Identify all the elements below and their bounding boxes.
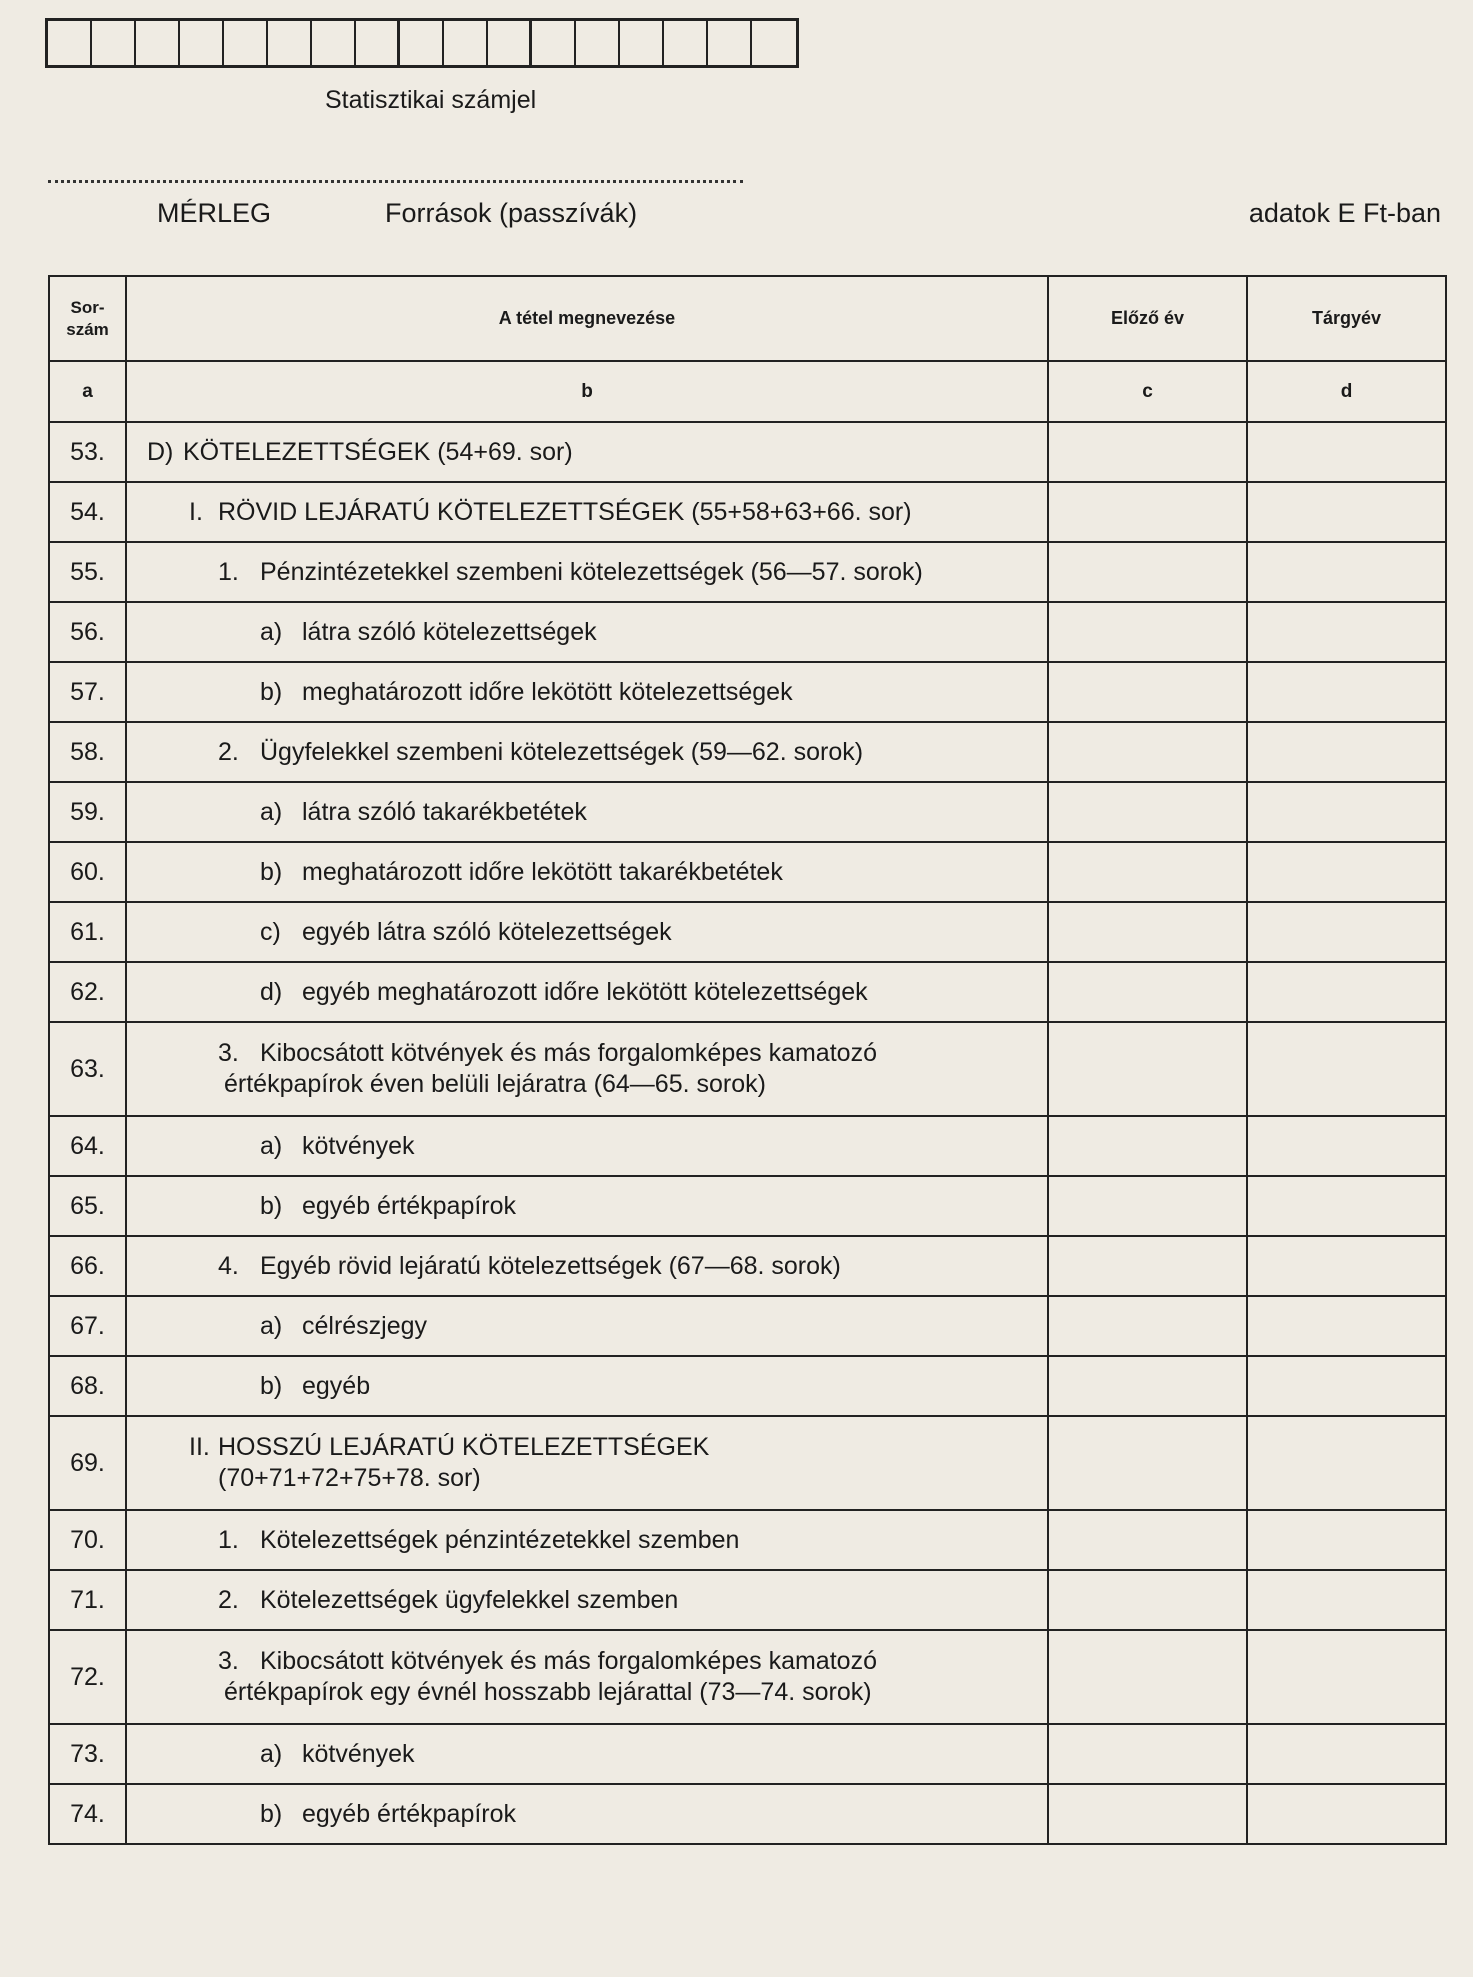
row-text: Kibocsátott kötvények és más forgalomképes kamatozó bbox=[260, 1647, 877, 1675]
row-prefix: a) bbox=[260, 1739, 283, 1768]
row-label-text bbox=[147, 1646, 1047, 1708]
row-label bbox=[126, 1022, 1048, 1116]
row-text: Egyéb rövid lejáratú kötelezettségek (67—68. sorok) bbox=[260, 1251, 841, 1280]
previous-year-value[interactable] bbox=[1048, 1356, 1247, 1416]
row-label bbox=[126, 782, 1048, 842]
current-year-value[interactable] bbox=[1247, 542, 1446, 602]
table-row bbox=[49, 1116, 1446, 1176]
row-label bbox=[126, 902, 1048, 962]
table-row bbox=[49, 722, 1446, 782]
row-label bbox=[126, 662, 1048, 722]
row-text: kötvények bbox=[302, 1739, 415, 1768]
code-box[interactable] bbox=[532, 21, 576, 65]
row-number: 69. bbox=[49, 1416, 126, 1510]
row-text: egyéb értékpapírok bbox=[302, 1191, 517, 1220]
current-year-value[interactable] bbox=[1247, 1570, 1446, 1630]
table-row bbox=[49, 1022, 1446, 1116]
previous-year-value[interactable] bbox=[1048, 1236, 1247, 1296]
row-prefix: 2. bbox=[218, 1585, 239, 1614]
row-label-text bbox=[147, 677, 1047, 708]
row-label bbox=[126, 422, 1048, 482]
row-number: 65. bbox=[49, 1176, 126, 1236]
row-text: látra szóló takarékbetétek bbox=[302, 797, 587, 826]
row-number: 53. bbox=[49, 422, 126, 482]
row-text-continued: értékpapírok éven belüli lejáratra (64—65. sorok) bbox=[224, 1070, 766, 1098]
current-year-value[interactable] bbox=[1247, 482, 1446, 542]
row-label-text bbox=[147, 977, 1047, 1008]
row-text: kötvények bbox=[302, 1131, 415, 1160]
code-box[interactable] bbox=[576, 21, 620, 65]
previous-year-value[interactable] bbox=[1048, 662, 1247, 722]
row-number: 55. bbox=[49, 542, 126, 602]
table-row bbox=[49, 602, 1446, 662]
current-year-value[interactable] bbox=[1247, 1416, 1446, 1510]
row-label-text bbox=[147, 1191, 1047, 1222]
previous-year-value[interactable] bbox=[1048, 902, 1247, 962]
current-year-value[interactable] bbox=[1247, 842, 1446, 902]
row-label bbox=[126, 1784, 1048, 1844]
previous-year-value[interactable] bbox=[1048, 1570, 1247, 1630]
row-label bbox=[126, 1356, 1048, 1416]
row-prefix: D) bbox=[147, 437, 174, 466]
current-year-value[interactable] bbox=[1247, 1630, 1446, 1724]
row-prefix: 1. bbox=[218, 1525, 239, 1554]
row-number: 62. bbox=[49, 962, 126, 1022]
row-label-text bbox=[147, 1131, 1047, 1162]
row-text: RÖVID LEJÁRATÚ KÖTELEZETTSÉGEK (55+58+63+66. sor) bbox=[218, 497, 912, 526]
row-label bbox=[126, 482, 1048, 542]
row-prefix: c) bbox=[260, 917, 281, 946]
previous-year-value[interactable] bbox=[1048, 962, 1247, 1022]
balance-sheet-table bbox=[48, 275, 1447, 1845]
row-prefix: I. bbox=[189, 497, 203, 526]
row-text: Pénzintézetekkel szembeni kötelezettségek (56—57. sorok) bbox=[260, 557, 923, 586]
previous-year-value[interactable] bbox=[1048, 1630, 1247, 1724]
code-box[interactable] bbox=[312, 21, 356, 65]
current-year-value[interactable] bbox=[1247, 962, 1446, 1022]
row-text: Kötelezettségek pénzintézetekkel szemben bbox=[260, 1525, 740, 1554]
previous-year-value[interactable] bbox=[1048, 1296, 1247, 1356]
row-text: egyéb meghatározott időre lekötött kötelezettségek bbox=[302, 977, 868, 1006]
column-letter-row bbox=[49, 361, 1446, 422]
table-row bbox=[49, 1570, 1446, 1630]
previous-year-value[interactable] bbox=[1048, 842, 1247, 902]
row-number: 70. bbox=[49, 1510, 126, 1570]
row-label bbox=[126, 1510, 1048, 1570]
code-box[interactable] bbox=[224, 21, 268, 65]
previous-year-value[interactable] bbox=[1048, 782, 1247, 842]
row-text-continued: értékpapírok egy évnél hosszabb lejárattal (73—74. sorok) bbox=[224, 1678, 872, 1706]
current-year-value[interactable] bbox=[1247, 1296, 1446, 1356]
row-text-continued: (70+71+72+75+78. sor) bbox=[218, 1464, 481, 1492]
row-prefix: b) bbox=[260, 857, 283, 886]
table-row bbox=[49, 1416, 1446, 1510]
table-row bbox=[49, 1724, 1446, 1784]
row-number: 58. bbox=[49, 722, 126, 782]
table-row bbox=[49, 1296, 1446, 1356]
current-year-value[interactable] bbox=[1247, 422, 1446, 482]
row-number: 71. bbox=[49, 1570, 126, 1630]
row-number: 63. bbox=[49, 1022, 126, 1116]
row-prefix: b) bbox=[260, 1371, 283, 1400]
code-box[interactable] bbox=[136, 21, 180, 65]
table-row bbox=[49, 1176, 1446, 1236]
row-number: 74. bbox=[49, 1784, 126, 1844]
code-box[interactable] bbox=[268, 21, 312, 65]
code-box[interactable] bbox=[180, 21, 224, 65]
row-text: egyéb értékpapírok bbox=[302, 1799, 517, 1828]
previous-year-value[interactable] bbox=[1048, 1176, 1247, 1236]
previous-year-value[interactable] bbox=[1048, 1022, 1247, 1116]
row-prefix: 2. bbox=[218, 737, 239, 766]
row-label bbox=[126, 1176, 1048, 1236]
code-box[interactable] bbox=[664, 21, 708, 65]
row-label bbox=[126, 1236, 1048, 1296]
row-text: HOSSZÚ LEJÁRATÚ KÖTELEZETTSÉGEK bbox=[218, 1433, 710, 1461]
column-letter: b bbox=[126, 361, 1048, 422]
row-number: 59. bbox=[49, 782, 126, 842]
row-label-text bbox=[147, 1038, 1047, 1100]
form-title: MÉRLEG bbox=[157, 198, 272, 228]
column-letter: c bbox=[1048, 361, 1247, 422]
row-label-text bbox=[147, 917, 1047, 948]
row-label-text bbox=[147, 1251, 1047, 1282]
table-row bbox=[49, 782, 1446, 842]
row-label bbox=[126, 1296, 1048, 1356]
row-number: 61. bbox=[49, 902, 126, 962]
row-label bbox=[126, 722, 1048, 782]
current-year-value[interactable] bbox=[1247, 1356, 1446, 1416]
form-subtitle: Források (passzívák) bbox=[385, 198, 638, 228]
current-year-value[interactable] bbox=[1247, 1176, 1446, 1236]
previous-year-value[interactable] bbox=[1048, 602, 1247, 662]
previous-year-value[interactable] bbox=[1048, 482, 1247, 542]
row-label-text bbox=[147, 797, 1047, 828]
current-year-value[interactable] bbox=[1247, 722, 1446, 782]
row-label-text bbox=[147, 1371, 1047, 1402]
row-label-text bbox=[147, 497, 1047, 528]
column-letter: a bbox=[49, 361, 126, 422]
row-text: célrészjegy bbox=[302, 1311, 428, 1340]
row-prefix: a) bbox=[260, 617, 283, 646]
unit-label: adatok E Ft-ban bbox=[1248, 198, 1441, 228]
code-box[interactable] bbox=[708, 21, 752, 65]
previous-year-value[interactable] bbox=[1048, 422, 1247, 482]
row-prefix: a) bbox=[260, 1311, 283, 1340]
previous-year-value[interactable] bbox=[1048, 542, 1247, 602]
current-year-value[interactable] bbox=[1247, 1510, 1446, 1570]
statistical-code-boxes[interactable] bbox=[45, 18, 799, 68]
code-box[interactable] bbox=[752, 21, 796, 65]
row-prefix: II. bbox=[189, 1433, 210, 1461]
table-row bbox=[49, 1356, 1446, 1416]
row-prefix: b) bbox=[260, 1799, 283, 1828]
row-prefix: 3. bbox=[218, 1647, 239, 1675]
row-number: 73. bbox=[49, 1724, 126, 1784]
column-letter: d bbox=[1247, 361, 1446, 422]
row-text: látra szóló kötelezettségek bbox=[302, 617, 597, 646]
code-box[interactable] bbox=[92, 21, 136, 65]
table-row bbox=[49, 902, 1446, 962]
column-header-previous-year: Előző év bbox=[1048, 276, 1247, 361]
row-text: egyéb látra szóló kötelezettségek bbox=[302, 917, 672, 946]
row-label bbox=[126, 1570, 1048, 1630]
row-prefix: 4. bbox=[218, 1251, 239, 1280]
table-row bbox=[49, 662, 1446, 722]
table-row bbox=[49, 542, 1446, 602]
row-prefix: d) bbox=[260, 977, 283, 1006]
table-row bbox=[49, 842, 1446, 902]
previous-year-value[interactable] bbox=[1048, 722, 1247, 782]
row-prefix: a) bbox=[260, 797, 283, 826]
row-number: 67. bbox=[49, 1296, 126, 1356]
current-year-value[interactable] bbox=[1247, 602, 1446, 662]
table-row bbox=[49, 482, 1446, 542]
previous-year-value[interactable] bbox=[1048, 1784, 1247, 1844]
table-row bbox=[49, 1510, 1446, 1570]
row-label bbox=[126, 1116, 1048, 1176]
code-box[interactable] bbox=[444, 21, 488, 65]
row-text: meghatározott időre lekötött kötelezettségek bbox=[302, 677, 793, 706]
column-header-row-number-text: Sor- szám bbox=[66, 297, 109, 339]
row-number: 60. bbox=[49, 842, 126, 902]
current-year-value[interactable] bbox=[1247, 662, 1446, 722]
table-row bbox=[49, 1784, 1446, 1844]
row-label-text bbox=[147, 1585, 1047, 1616]
current-year-value[interactable] bbox=[1247, 1116, 1446, 1176]
row-number: 72. bbox=[49, 1630, 126, 1724]
row-label bbox=[126, 1724, 1048, 1784]
row-label bbox=[126, 602, 1048, 662]
row-prefix: 3. bbox=[218, 1039, 239, 1067]
current-year-value[interactable] bbox=[1247, 782, 1446, 842]
code-box[interactable] bbox=[400, 21, 444, 65]
current-year-value[interactable] bbox=[1247, 1724, 1446, 1784]
column-header-row-number bbox=[49, 276, 126, 361]
row-prefix: 1. bbox=[218, 557, 239, 586]
row-label-text bbox=[147, 737, 1047, 768]
row-text: meghatározott időre lekötött takarékbetétek bbox=[302, 857, 783, 886]
previous-year-value[interactable] bbox=[1048, 1416, 1247, 1510]
row-number: 54. bbox=[49, 482, 126, 542]
row-label bbox=[126, 842, 1048, 902]
row-label bbox=[126, 542, 1048, 602]
code-box[interactable] bbox=[48, 21, 92, 65]
row-number: 64. bbox=[49, 1116, 126, 1176]
row-prefix: a) bbox=[260, 1131, 283, 1160]
row-prefix: b) bbox=[260, 677, 283, 706]
row-label-text bbox=[147, 1799, 1047, 1830]
row-label-text bbox=[147, 857, 1047, 888]
table-row bbox=[49, 1236, 1446, 1296]
table-row bbox=[49, 1630, 1446, 1724]
row-label-text bbox=[147, 1739, 1047, 1770]
row-label bbox=[126, 1630, 1048, 1724]
row-label-text bbox=[147, 1525, 1047, 1556]
row-prefix: b) bbox=[260, 1191, 283, 1220]
table-row bbox=[49, 422, 1446, 482]
current-year-value[interactable] bbox=[1247, 1022, 1446, 1116]
code-label: Statisztikai számjel bbox=[325, 86, 537, 114]
row-label-text bbox=[147, 1432, 1047, 1494]
row-text: egyéb bbox=[302, 1371, 371, 1400]
previous-year-value[interactable] bbox=[1048, 1116, 1247, 1176]
row-text: KÖTELEZETTSÉGEK (54+69. sor) bbox=[183, 437, 573, 466]
row-label-text bbox=[147, 437, 1047, 468]
row-number: 68. bbox=[49, 1356, 126, 1416]
row-label-text bbox=[147, 557, 1047, 588]
column-header-item-name: A tétel megnevezése bbox=[126, 276, 1048, 361]
current-year-value[interactable] bbox=[1247, 1784, 1446, 1844]
code-box[interactable] bbox=[356, 21, 400, 65]
name-field-line[interactable] bbox=[48, 180, 743, 183]
row-number: 57. bbox=[49, 662, 126, 722]
column-header-current-year: Tárgyév bbox=[1247, 276, 1446, 361]
table-row bbox=[49, 962, 1446, 1022]
previous-year-value[interactable] bbox=[1048, 1724, 1247, 1784]
row-label bbox=[126, 962, 1048, 1022]
row-label-text bbox=[147, 617, 1047, 648]
row-text: Kötelezettségek ügyfelekkel szemben bbox=[260, 1585, 679, 1614]
row-label bbox=[126, 1416, 1048, 1510]
row-number: 56. bbox=[49, 602, 126, 662]
row-text: Kibocsátott kötvények és más forgalomképes kamatozó bbox=[260, 1039, 877, 1067]
current-year-value[interactable] bbox=[1247, 902, 1446, 962]
current-year-value[interactable] bbox=[1247, 1236, 1446, 1296]
code-box[interactable] bbox=[620, 21, 664, 65]
row-label-text bbox=[147, 1311, 1047, 1342]
code-box[interactable] bbox=[488, 21, 532, 65]
row-text: Ügyfelekkel szembeni kötelezettségek (59—62. sorok) bbox=[260, 737, 864, 766]
row-number: 66. bbox=[49, 1236, 126, 1296]
table-header-row bbox=[49, 276, 1446, 361]
previous-year-value[interactable] bbox=[1048, 1510, 1247, 1570]
